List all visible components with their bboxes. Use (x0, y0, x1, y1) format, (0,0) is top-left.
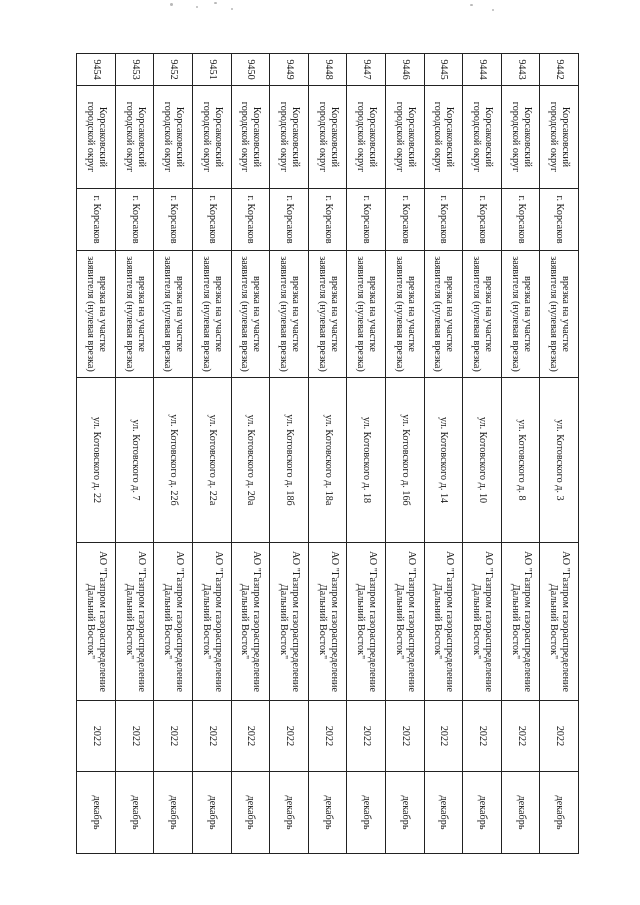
cell-district: Корсаковский городской округ (540, 86, 579, 189)
cell-work: врезка на участке заявителя (нулевая врезка) (154, 251, 193, 378)
scan-speck (196, 6, 198, 8)
cell-city: г. Корсаков (540, 189, 579, 251)
cell-work: врезка на участке заявителя (нулевая врезка) (77, 251, 116, 378)
rotated-table-sheet (77, 53, 579, 853)
table-row (540, 54, 579, 854)
cell-year: 2022 (347, 701, 386, 772)
cell-address: ул. Котовского д. 20а (231, 378, 270, 543)
cell-address: ул. Котовского д. 7 (115, 378, 154, 543)
cell-work: врезка на участке заявителя (нулевая врезка) (386, 251, 425, 378)
cell-district: Корсаковский городской округ (270, 86, 309, 189)
cell-city: г. Корсаков (193, 189, 232, 251)
cell-month: декабрь (77, 772, 116, 854)
table-row (154, 54, 193, 854)
cell-district: Корсаковский городской округ (386, 86, 425, 189)
cell-month: декабрь (463, 772, 502, 854)
cell-org: АО "Газпром газораспределение Дальний Восток" (270, 543, 309, 701)
cell-city: г. Корсаков (424, 189, 463, 251)
cell-city: г. Корсаков (154, 189, 193, 251)
cell-year: 2022 (270, 701, 309, 772)
cell-month: декабрь (270, 772, 309, 854)
cell-org: АО "Газпром газораспределение Дальний Восток" (154, 543, 193, 701)
cell-month: декабрь (193, 772, 232, 854)
cell-org: АО "Газпром газораспределение Дальний Восток" (77, 543, 116, 701)
cell-org: АО "Газпром газораспределение Дальний Восток" (347, 543, 386, 701)
cell-month: декабрь (540, 772, 579, 854)
cell-month: декабрь (424, 772, 463, 854)
cell-month: декабрь (386, 772, 425, 854)
table-row (270, 54, 309, 854)
cell-city: г. Корсаков (231, 189, 270, 251)
scan-speck (492, 9, 494, 11)
scan-speck (170, 3, 173, 6)
cell-work: врезка на участке заявителя (нулевая врезка) (115, 251, 154, 378)
cell-num: 9452 (154, 54, 193, 86)
cell-org: АО "Газпром газораспределение Дальний Восток" (463, 543, 502, 701)
cell-num: 9449 (270, 54, 309, 86)
table-row (424, 54, 463, 854)
cell-city: г. Корсаков (115, 189, 154, 251)
cell-district: Корсаковский городской округ (424, 86, 463, 189)
cell-work: врезка на участке заявителя (нулевая врезка) (270, 251, 309, 378)
cell-work: врезка на участке заявителя (нулевая врезка) (463, 251, 502, 378)
cell-city: г. Корсаков (77, 189, 116, 251)
cell-month: декабрь (308, 772, 347, 854)
cell-address: ул. Котовского д. 3 (540, 378, 579, 543)
cell-num: 9444 (463, 54, 502, 86)
cell-num: 9454 (77, 54, 116, 86)
cell-district: Корсаковский городской округ (77, 86, 116, 189)
cell-work: врезка на участке заявителя (нулевая врезка) (347, 251, 386, 378)
table-row (308, 54, 347, 854)
cell-month: декабрь (154, 772, 193, 854)
cell-district: Корсаковский городской округ (154, 86, 193, 189)
cell-org: АО "Газпром газораспределение Дальний Восток" (540, 543, 579, 701)
cell-year: 2022 (540, 701, 579, 772)
table-row (193, 54, 232, 854)
cell-address: ул. Котовского д. 16б (386, 378, 425, 543)
table-row (463, 54, 502, 854)
cell-district: Корсаковский городской округ (347, 86, 386, 189)
cell-work: врезка на участке заявителя (нулевая врезка) (193, 251, 232, 378)
cell-district: Корсаковский городской округ (308, 86, 347, 189)
scan-speck (231, 8, 233, 10)
cell-address: ул. Котовского д. 22б (154, 378, 193, 543)
cell-address: ул. Котовского д. 18б (270, 378, 309, 543)
cell-district: Корсаковский городской округ (193, 86, 232, 189)
cell-city: г. Корсаков (501, 189, 540, 251)
cell-year: 2022 (77, 701, 116, 772)
cell-address: ул. Котовского д. 14 (424, 378, 463, 543)
table-body (77, 54, 579, 854)
cell-work: врезка на участке заявителя (нулевая врезка) (424, 251, 463, 378)
cell-address: ул. Котовского д. 22а (193, 378, 232, 543)
cell-num: 9443 (501, 54, 540, 86)
cell-org: АО "Газпром газораспределение Дальний Восток" (501, 543, 540, 701)
cell-work: врезка на участке заявителя (нулевая врезка) (501, 251, 540, 378)
cell-org: АО "Газпром газораспределение Дальний Восток" (193, 543, 232, 701)
cell-org: АО "Газпром газораспределение Дальний Восток" (115, 543, 154, 701)
cell-num: 9450 (231, 54, 270, 86)
table-row (115, 54, 154, 854)
cell-city: г. Корсаков (386, 189, 425, 251)
cell-work: врезка на участке заявителя (нулевая врезка) (540, 251, 579, 378)
cell-month: декабрь (115, 772, 154, 854)
cell-address: ул. Котовского д. 18 (347, 378, 386, 543)
cell-year: 2022 (308, 701, 347, 772)
scan-speck (214, 2, 217, 4)
cell-num: 9447 (347, 54, 386, 86)
cell-num: 9445 (424, 54, 463, 86)
cell-num: 9442 (540, 54, 579, 86)
cell-year: 2022 (424, 701, 463, 772)
cell-work: врезка на участке заявителя (нулевая врезка) (308, 251, 347, 378)
cell-address: ул. Котовского д. 22 (77, 378, 116, 543)
cell-address: ул. Котовского д. 8 (501, 378, 540, 543)
cell-num: 9451 (193, 54, 232, 86)
cell-year: 2022 (115, 701, 154, 772)
table-row (386, 54, 425, 854)
cell-org: АО "Газпром газораспределение Дальний Восток" (386, 543, 425, 701)
cell-address: ул. Котовского д. 18а (308, 378, 347, 543)
cell-work: врезка на участке заявителя (нулевая врезка) (231, 251, 270, 378)
table-row (77, 54, 116, 854)
gas-connection-table (76, 53, 579, 854)
cell-num: 9453 (115, 54, 154, 86)
cell-year: 2022 (231, 701, 270, 772)
cell-year: 2022 (386, 701, 425, 772)
cell-year: 2022 (154, 701, 193, 772)
cell-org: АО "Газпром газораспределение Дальний Восток" (231, 543, 270, 701)
cell-city: г. Корсаков (308, 189, 347, 251)
cell-year: 2022 (193, 701, 232, 772)
cell-org: АО "Газпром газораспределение Дальний Восток" (308, 543, 347, 701)
cell-month: декабрь (501, 772, 540, 854)
cell-city: г. Корсаков (347, 189, 386, 251)
cell-district: Корсаковский городской округ (463, 86, 502, 189)
table-row (231, 54, 270, 854)
scan-speck (470, 4, 473, 6)
cell-district: Корсаковский городской округ (115, 86, 154, 189)
cell-year: 2022 (501, 701, 540, 772)
cell-year: 2022 (463, 701, 502, 772)
cell-month: декабрь (347, 772, 386, 854)
cell-address: ул. Котовского д. 10 (463, 378, 502, 543)
cell-district: Корсаковский городской округ (501, 86, 540, 189)
cell-num: 9446 (386, 54, 425, 86)
table-row (347, 54, 386, 854)
cell-org: АО "Газпром газораспределение Дальний Восток" (424, 543, 463, 701)
table-row (501, 54, 540, 854)
cell-num: 9448 (308, 54, 347, 86)
cell-city: г. Корсаков (270, 189, 309, 251)
cell-district: Корсаковский городской округ (231, 86, 270, 189)
cell-city: г. Корсаков (463, 189, 502, 251)
cell-month: декабрь (231, 772, 270, 854)
